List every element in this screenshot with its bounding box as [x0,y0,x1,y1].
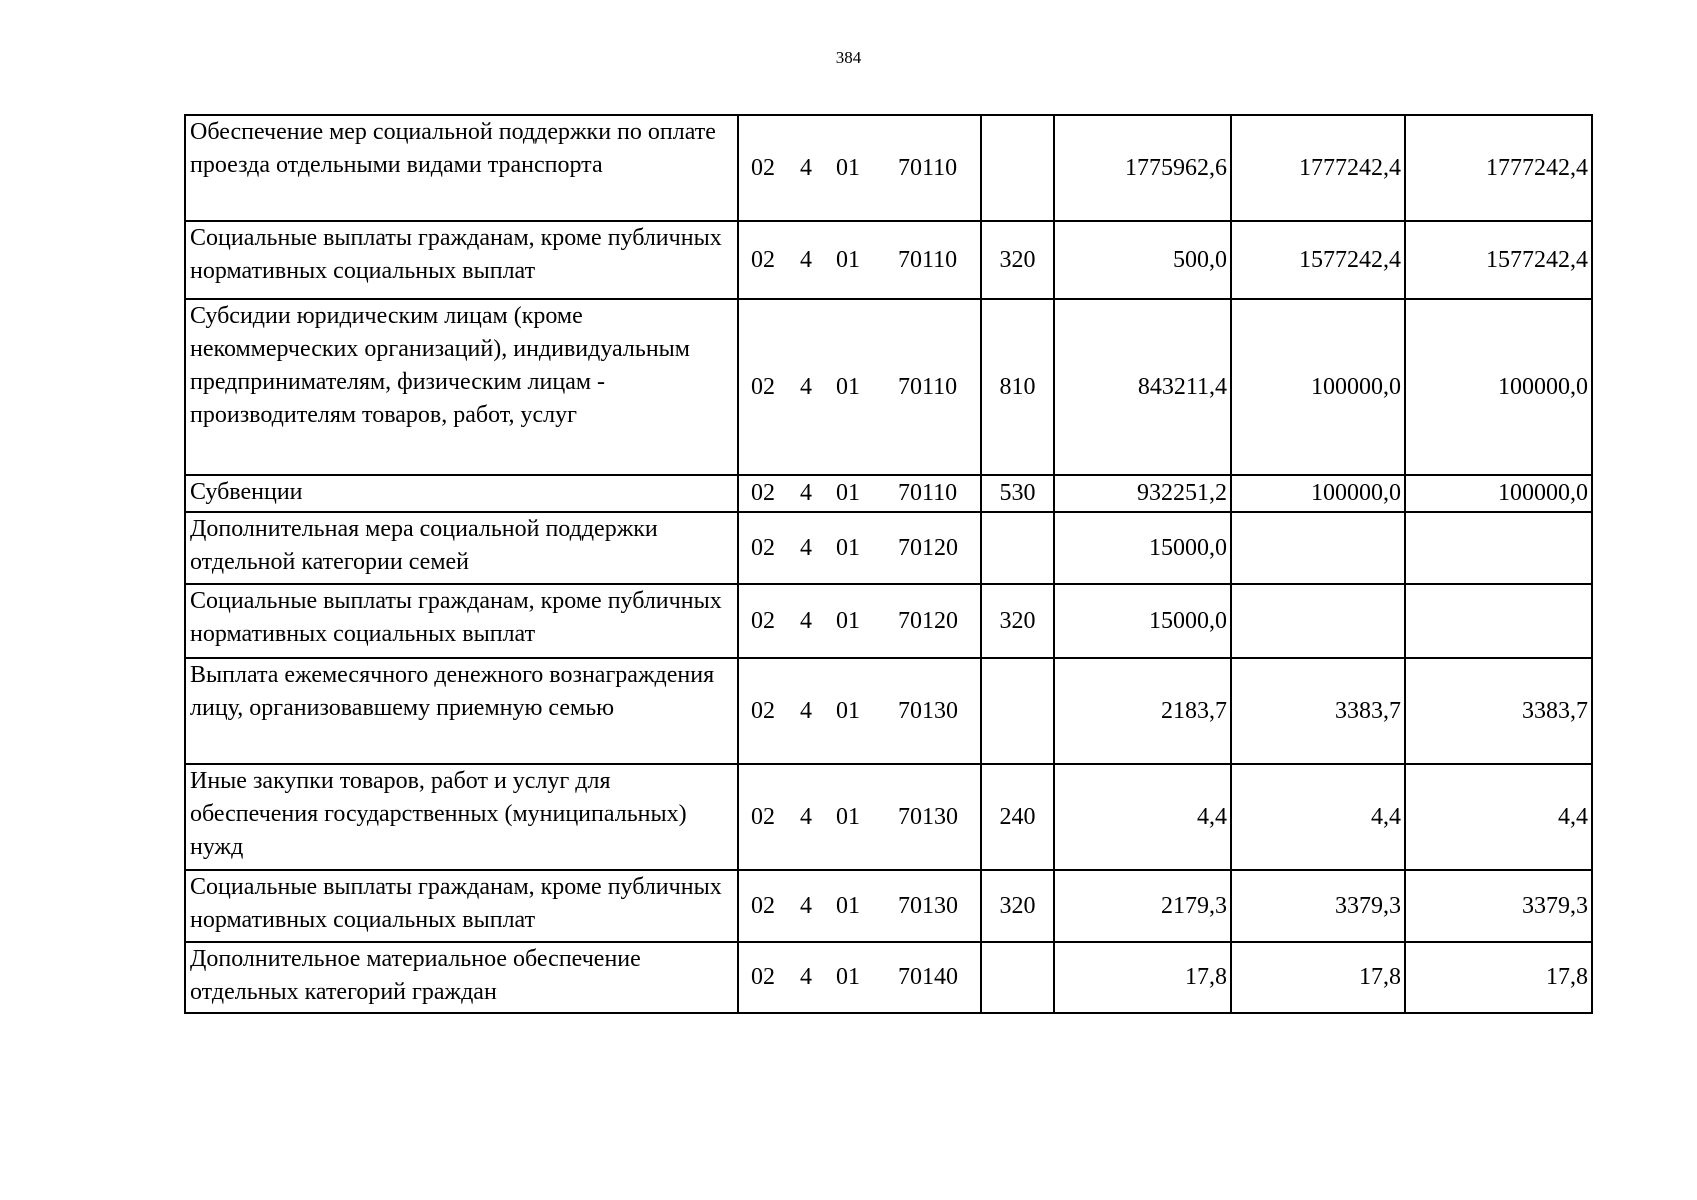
page-number: 384 [835,48,862,67]
row-code-cell [738,115,981,221]
row-value-1-cell: 843211,4 [1054,299,1231,475]
code-part: 02 [751,154,775,181]
row-expense-type-cell: 320 [981,584,1054,658]
row-expense-type-cell [981,115,1054,221]
row-expense-type-cell [981,512,1054,584]
code-part: 4 [800,964,812,990]
row-value-2-cell: 1577242,4 [1231,221,1405,299]
row-value-1-cell: 17,8 [1054,942,1231,1013]
row-value-1-cell: 500,0 [1054,221,1231,299]
code-part: 4 [800,480,812,506]
row-code-cell [738,512,981,584]
table-row [185,221,1592,299]
row-expense-type-cell [981,942,1054,1013]
code-part: 02 [751,607,775,634]
row-expense-type-cell: 530 [981,475,1054,512]
code-part: 4 [800,803,812,830]
code-part: 01 [836,697,860,724]
row-name-cell: Субсидии юридическим лицам (кроме некоммерческих организаций), индивидуальным предпринимателям, физическим лицам - производителям товаров, работ, услуг [185,299,738,475]
row-code-cell [738,221,981,299]
table-row [185,299,1592,475]
row-name-cell: Социальные выплаты гражданам, кроме публичных нормативных социальных выплат [185,870,738,942]
row-value-2-cell: 100000,0 [1231,299,1405,475]
code-part: 01 [836,803,860,830]
row-expense-type-cell: 240 [981,764,1054,870]
code-part: 70110 [898,480,958,506]
row-value-3-cell: 17,8 [1405,942,1592,1013]
code-part: 4 [800,892,812,919]
code-part: 70130 [898,892,958,919]
row-code-cell [738,942,981,1013]
table-row [185,115,1592,221]
code-part: 02 [751,964,775,990]
row-value-3-cell: 1577242,4 [1405,221,1592,299]
row-value-2-cell [1231,584,1405,658]
code-part: 02 [751,697,775,724]
row-value-1-cell: 2183,7 [1054,658,1231,764]
row-value-1-cell: 1775962,6 [1054,115,1231,221]
code-part: 70130 [898,697,958,724]
row-expense-type-cell: 320 [981,870,1054,942]
row-value-3-cell: 100000,0 [1405,475,1592,512]
row-name-cell: Субвенции [185,475,738,512]
row-name-cell: Дополнительное материальное обеспечение отдельных категорий граждан [185,942,738,1013]
row-name-cell: Социальные выплаты гражданам, кроме публичных нормативных социальных выплат [185,584,738,658]
code-part: 01 [836,892,860,919]
row-value-2-cell [1231,512,1405,584]
row-value-3-cell: 4,4 [1405,764,1592,870]
table-row [185,475,1592,512]
code-part: 4 [800,373,812,400]
table-row [185,942,1592,1013]
code-part: 01 [836,480,860,506]
row-code-cell [738,764,981,870]
table-row [185,658,1592,764]
code-part: 70120 [898,534,958,561]
row-code-cell [738,870,981,942]
row-name-cell: Иные закупки товаров, работ и услуг для обеспечения государственных (муниципальных) нужд [185,764,738,870]
code-part: 01 [836,154,860,181]
code-part: 4 [800,246,812,273]
row-value-2-cell: 100000,0 [1231,475,1405,512]
code-part: 01 [836,964,860,990]
row-expense-type-cell [981,658,1054,764]
row-expense-type-cell: 320 [981,221,1054,299]
row-code-cell [738,299,981,475]
row-value-3-cell: 3383,7 [1405,658,1592,764]
code-part: 02 [751,373,775,400]
code-part: 70120 [898,607,958,634]
code-part: 01 [836,534,860,561]
row-value-1-cell: 15000,0 [1054,584,1231,658]
code-part: 70110 [898,246,958,273]
table-row [185,512,1592,584]
code-part: 02 [751,803,775,830]
code-part: 02 [751,534,775,561]
row-value-2-cell: 4,4 [1231,764,1405,870]
table-row [185,764,1592,870]
row-value-2-cell: 17,8 [1231,942,1405,1013]
row-code-cell [738,584,981,658]
row-code-cell [738,475,981,512]
code-part: 02 [751,892,775,919]
row-value-2-cell: 1777242,4 [1231,115,1405,221]
row-name-cell: Выплата ежемесячного денежного вознаграждения лицу, организовавшему приемную семью [185,658,738,764]
row-code-cell [738,658,981,764]
code-part: 70140 [898,964,958,990]
row-name-cell: Дополнительная мера социальной поддержки отдельной категории семей [185,512,738,584]
row-value-1-cell: 2179,3 [1054,870,1231,942]
code-part: 70110 [898,154,958,181]
code-part: 70110 [898,373,958,400]
code-part: 01 [836,246,860,273]
row-value-1-cell: 4,4 [1054,764,1231,870]
code-part: 02 [751,480,775,506]
code-part: 01 [836,607,860,634]
row-value-3-cell: 100000,0 [1405,299,1592,475]
row-value-3-cell [1405,584,1592,658]
row-expense-type-cell: 810 [981,299,1054,475]
row-value-3-cell [1405,512,1592,584]
row-value-3-cell: 1777242,4 [1405,115,1592,221]
code-part: 4 [800,607,812,634]
row-value-3-cell: 3379,3 [1405,870,1592,942]
code-part: 01 [836,373,860,400]
code-part: 02 [751,246,775,273]
code-part: 4 [800,154,812,181]
code-part: 4 [800,697,812,724]
budget-table [184,114,1593,1014]
row-name-cell: Обеспечение мер социальной поддержки по оплате проезда отдельными видами транспорта [185,115,738,221]
row-value-2-cell: 3379,3 [1231,870,1405,942]
table-row [185,584,1592,658]
code-part: 4 [800,534,812,561]
row-value-2-cell: 3383,7 [1231,658,1405,764]
row-name-cell: Социальные выплаты гражданам, кроме публичных нормативных социальных выплат [185,221,738,299]
code-part: 70130 [898,803,958,830]
row-value-1-cell: 15000,0 [1054,512,1231,584]
row-value-1-cell: 932251,2 [1054,475,1231,512]
table-row [185,870,1592,942]
